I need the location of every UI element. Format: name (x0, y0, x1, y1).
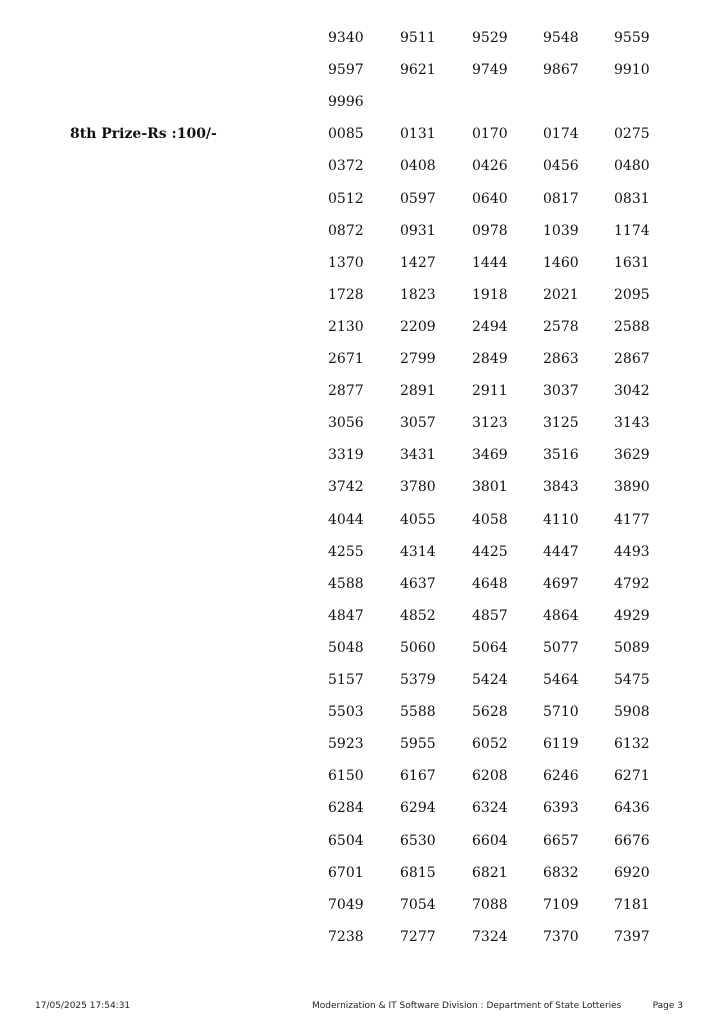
ticket-number: 3843 (543, 479, 579, 495)
ticket-number: 2095 (614, 287, 650, 303)
ticket-number: 5077 (543, 640, 579, 656)
ticket-number: 2877 (328, 383, 364, 399)
ticket-number: 9529 (472, 30, 508, 46)
result-row (0, 158, 724, 190)
ticket-number: 0872 (328, 223, 364, 239)
ticket-number: 6920 (614, 865, 650, 881)
ticket-number: 1823 (400, 287, 436, 303)
result-row (0, 415, 724, 447)
ticket-number: 6324 (472, 800, 508, 816)
ticket-number: 9559 (614, 30, 650, 46)
prize-label: 8th Prize-Rs :100/- (70, 126, 217, 142)
ticket-number: 5503 (328, 704, 364, 720)
ticket-number: 2891 (400, 383, 436, 399)
ticket-number: 9867 (543, 62, 579, 78)
ticket-number: 6436 (614, 800, 650, 816)
ticket-number: 6832 (543, 865, 579, 881)
result-row (0, 351, 724, 383)
ticket-number: 5588 (400, 704, 436, 720)
ticket-number: 6821 (472, 865, 508, 881)
ticket-number: 4110 (543, 512, 579, 528)
ticket-number: 0456 (543, 158, 579, 174)
ticket-number: 1460 (543, 255, 579, 271)
ticket-number: 2671 (328, 351, 364, 367)
ticket-number: 0174 (543, 126, 579, 142)
ticket-number: 1427 (400, 255, 436, 271)
ticket-number: 6604 (472, 833, 508, 849)
ticket-number: 3801 (472, 479, 508, 495)
ticket-number: 3629 (614, 447, 650, 463)
ticket-number: 1174 (614, 223, 650, 239)
footer-page-number: Page 3 (652, 1001, 683, 1011)
ticket-number: 4314 (400, 544, 436, 560)
ticket-number: 6530 (400, 833, 436, 849)
ticket-number: 0408 (400, 158, 436, 174)
ticket-number: 0978 (472, 223, 508, 239)
ticket-number: 4177 (614, 512, 650, 528)
ticket-number: 3057 (400, 415, 436, 431)
ticket-number: 1918 (472, 287, 508, 303)
ticket-number: 6657 (543, 833, 579, 849)
ticket-number: 4929 (614, 608, 650, 624)
ticket-number: 9996 (328, 94, 364, 110)
ticket-number: 6167 (400, 768, 436, 784)
ticket-number: 7238 (328, 929, 364, 945)
ticket-number: 5955 (400, 736, 436, 752)
footer-timestamp: 17/05/2025 17:54:31 (35, 1001, 131, 1011)
ticket-number: 5379 (400, 672, 436, 688)
ticket-number: 6150 (328, 768, 364, 784)
ticket-number: 2021 (543, 287, 579, 303)
ticket-number: 0597 (400, 191, 436, 207)
ticket-number: 7054 (400, 897, 436, 913)
ticket-number: 0426 (472, 158, 508, 174)
result-row (0, 62, 724, 94)
result-row (0, 126, 724, 158)
result-row (0, 479, 724, 511)
ticket-number: 4648 (472, 576, 508, 592)
ticket-number: 4637 (400, 576, 436, 592)
ticket-number: 1039 (543, 223, 579, 239)
ticket-number: 3431 (400, 447, 436, 463)
ticket-number: 0085 (328, 126, 364, 142)
result-row (0, 191, 724, 223)
ticket-number: 6246 (543, 768, 579, 784)
ticket-number: 5157 (328, 672, 364, 688)
ticket-number: 5089 (614, 640, 650, 656)
ticket-number: 6504 (328, 833, 364, 849)
ticket-number: 4058 (472, 512, 508, 528)
result-row (0, 800, 724, 832)
result-row (0, 768, 724, 800)
ticket-number: 4852 (400, 608, 436, 624)
ticket-number: 6815 (400, 865, 436, 881)
ticket-number: 3056 (328, 415, 364, 431)
ticket-number: 0480 (614, 158, 650, 174)
ticket-number: 6294 (400, 800, 436, 816)
ticket-number: 5908 (614, 704, 650, 720)
ticket-number: 2849 (472, 351, 508, 367)
ticket-number: 4493 (614, 544, 650, 560)
ticket-number: 4857 (472, 608, 508, 624)
result-row (0, 447, 724, 479)
result-row (0, 704, 724, 736)
ticket-number: 9340 (328, 30, 364, 46)
ticket-number: 6119 (543, 736, 579, 752)
footer-organization: Modernization & IT Software Division : Department of State Lotteries (312, 1001, 622, 1011)
ticket-number: 6393 (543, 800, 579, 816)
result-row (0, 383, 724, 415)
result-row (0, 94, 724, 126)
ticket-number: 9749 (472, 62, 508, 78)
result-row (0, 576, 724, 608)
ticket-number: 0512 (328, 191, 364, 207)
ticket-number: 5475 (614, 672, 650, 688)
ticket-number: 7277 (400, 929, 436, 945)
ticket-number: 1631 (614, 255, 650, 271)
ticket-number: 4792 (614, 576, 650, 592)
result-row (0, 736, 724, 768)
ticket-number: 2130 (328, 319, 364, 335)
ticket-number: 3742 (328, 479, 364, 495)
ticket-number: 7324 (472, 929, 508, 945)
ticket-number: 9597 (328, 62, 364, 78)
ticket-number: 6208 (472, 768, 508, 784)
ticket-number: 3319 (328, 447, 364, 463)
result-row (0, 897, 724, 929)
ticket-number: 7397 (614, 929, 650, 945)
ticket-number: 9910 (614, 62, 650, 78)
ticket-number: 3123 (472, 415, 508, 431)
ticket-number: 6132 (614, 736, 650, 752)
ticket-number: 2588 (614, 319, 650, 335)
ticket-number: 0831 (614, 191, 650, 207)
ticket-number: 3037 (543, 383, 579, 399)
ticket-number: 4044 (328, 512, 364, 528)
ticket-number: 0931 (400, 223, 436, 239)
ticket-number: 5048 (328, 640, 364, 656)
ticket-number: 2867 (614, 351, 650, 367)
result-row (0, 672, 724, 704)
ticket-number: 2863 (543, 351, 579, 367)
ticket-number: 7181 (614, 897, 650, 913)
ticket-number: 6701 (328, 865, 364, 881)
result-row (0, 608, 724, 640)
ticket-number: 3042 (614, 383, 650, 399)
ticket-number: 3469 (472, 447, 508, 463)
ticket-number: 2578 (543, 319, 579, 335)
ticket-number: 4425 (472, 544, 508, 560)
ticket-number: 4447 (543, 544, 579, 560)
ticket-number: 0640 (472, 191, 508, 207)
ticket-number: 2911 (472, 383, 508, 399)
ticket-number: 3890 (614, 479, 650, 495)
result-row (0, 512, 724, 544)
ticket-number: 4864 (543, 608, 579, 624)
ticket-number: 5060 (400, 640, 436, 656)
result-row (0, 640, 724, 672)
ticket-number: 0817 (543, 191, 579, 207)
ticket-number: 9621 (400, 62, 436, 78)
result-row (0, 544, 724, 576)
ticket-number: 5464 (543, 672, 579, 688)
ticket-number: 1370 (328, 255, 364, 271)
result-row (0, 255, 724, 287)
result-row (0, 30, 724, 62)
ticket-number: 6284 (328, 800, 364, 816)
ticket-number: 7088 (472, 897, 508, 913)
ticket-number: 6676 (614, 833, 650, 849)
ticket-number: 5923 (328, 736, 364, 752)
result-row (0, 865, 724, 897)
ticket-number: 4055 (400, 512, 436, 528)
ticket-number: 5424 (472, 672, 508, 688)
ticket-number: 7109 (543, 897, 579, 913)
ticket-number: 6052 (472, 736, 508, 752)
result-row (0, 833, 724, 865)
page-footer (0, 1000, 724, 1014)
result-row (0, 223, 724, 255)
ticket-number: 6271 (614, 768, 650, 784)
ticket-number: 2209 (400, 319, 436, 335)
ticket-number: 1444 (472, 255, 508, 271)
ticket-number: 9511 (400, 30, 436, 46)
ticket-number: 3125 (543, 415, 579, 431)
ticket-number: 4255 (328, 544, 364, 560)
ticket-number: 5710 (543, 704, 579, 720)
result-row (0, 929, 724, 961)
ticket-number: 5628 (472, 704, 508, 720)
result-row (0, 287, 724, 319)
ticket-number: 0372 (328, 158, 364, 174)
ticket-number: 3143 (614, 415, 650, 431)
ticket-number: 7049 (328, 897, 364, 913)
ticket-number: 2799 (400, 351, 436, 367)
ticket-number: 7370 (543, 929, 579, 945)
result-row (0, 319, 724, 351)
ticket-number: 4588 (328, 576, 364, 592)
ticket-number: 1728 (328, 287, 364, 303)
ticket-number: 0170 (472, 126, 508, 142)
ticket-number: 0275 (614, 126, 650, 142)
ticket-number: 5064 (472, 640, 508, 656)
ticket-number: 0131 (400, 126, 436, 142)
ticket-number: 3516 (543, 447, 579, 463)
ticket-number: 2494 (472, 319, 508, 335)
ticket-number: 4697 (543, 576, 579, 592)
ticket-number: 3780 (400, 479, 436, 495)
ticket-number: 9548 (543, 30, 579, 46)
ticket-number: 4847 (328, 608, 364, 624)
